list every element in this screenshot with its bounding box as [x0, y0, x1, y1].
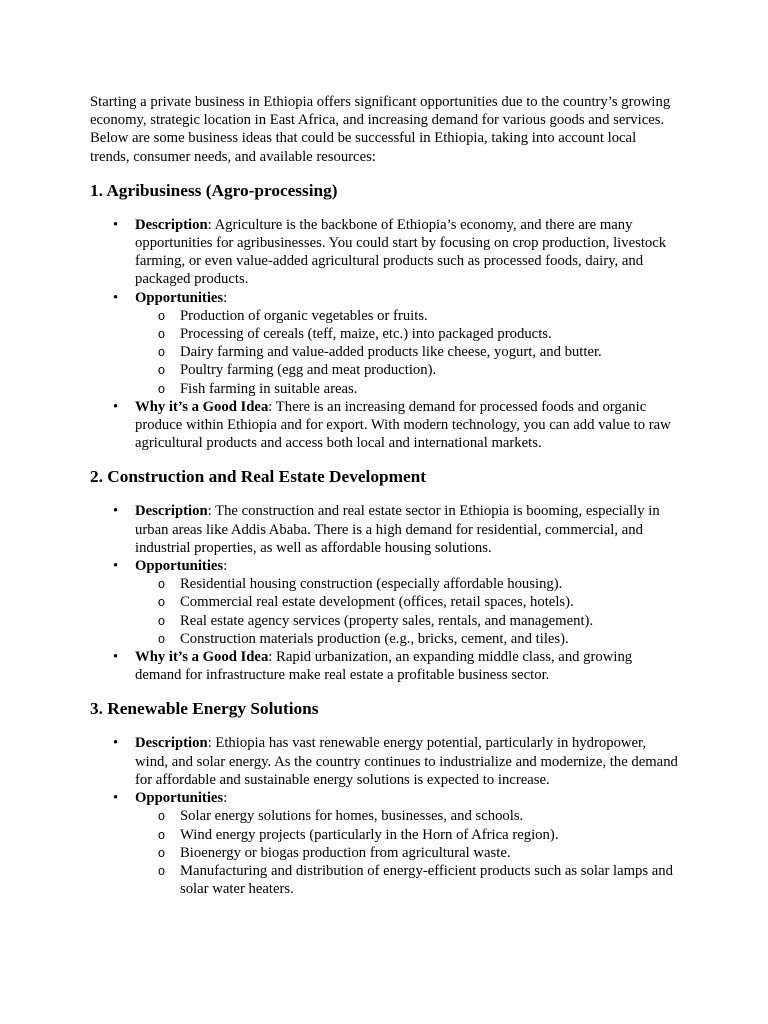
- list-item: o Solar energy solutions for homes, businesses, and schools.: [158, 808, 524, 825]
- description-item: [90, 216, 678, 289]
- description-label: Description: [135, 735, 208, 752]
- description-text: : The construction and real estate sector in Ethiopia is booming, especially in urban areas like Addis Ababa. There is a high demand for residential, commercial, and industrial properties, as well as affordable housing solutions.: [135, 503, 660, 556]
- opportunities-label: Opportunities: [135, 289, 224, 306]
- bullet-icon: •: [113, 503, 119, 520]
- list-item: o Dairy farming and value-added products like cheese, yogurt, and butter.: [158, 344, 602, 361]
- list-item: o Commercial real estate development (offices, retail spaces, hotels).: [158, 594, 574, 611]
- why-label: Why it’s a Good Idea: [135, 649, 269, 666]
- list-item: o Fish farming in suitable areas.: [158, 380, 358, 397]
- opportunities-label: Opportunities: [135, 790, 224, 807]
- why-text: : Rapid urbanization, an expanding middle class, and growing demand for infrastructure make real estate a profitable business sector.: [135, 649, 633, 684]
- circle-bullet-icon: o: [158, 381, 165, 396]
- opportunities-list: [135, 575, 678, 648]
- description-item: [90, 502, 678, 557]
- list-item: o Construction materials production (e.g., bricks, cement, and tiles).: [158, 630, 569, 647]
- circle-bullet-icon: o: [158, 863, 165, 878]
- section-list-construction: [90, 502, 678, 684]
- list-item: o Real estate agency services (property sales, rentals, and management).: [158, 612, 594, 629]
- section-heading-agribusiness: 1. Agribusiness (Agro-processing): [90, 180, 338, 200]
- circle-bullet-icon: o: [158, 827, 165, 842]
- opportunities-list: [135, 307, 678, 398]
- circle-bullet-icon: o: [158, 327, 165, 342]
- bullet-icon: •: [113, 790, 119, 807]
- section-list-agribusiness: [90, 216, 678, 453]
- list-item: o Wind energy projects (particularly in the Horn of Africa region).: [158, 826, 559, 843]
- opportunities-item: • Opportunities: o Solar energy solutions for homes, businesses, and schools. o Wind energy projects (particularly in the Horn of Africa region). o Bioenergy or biogas production from agricultural waste. o Manufacturing and distribution of energy-efficient products such as solar lamps and solar water heaters.: [90, 789, 678, 898]
- description-label: Description: [135, 216, 208, 233]
- bullet-icon: •: [113, 289, 119, 306]
- section-heading-renewable-energy: 3. Renewable Energy Solutions: [90, 699, 319, 719]
- circle-bullet-icon: o: [158, 308, 165, 323]
- description-item: [90, 734, 678, 789]
- document-page: [90, 93, 678, 912]
- opportunities-item: • Opportunities: o Residential housing construction (especially affordable housing). o Commercial real estate development (offices, retail spaces, hotels). o Real estate agency services (property sales, rentals, and management). o Construction materials production (e.g., bricks, cement, and tiles).: [90, 557, 678, 648]
- description-label: Description: [135, 503, 208, 520]
- bullet-icon: •: [113, 649, 119, 666]
- bullet-icon: •: [113, 558, 119, 575]
- circle-bullet-icon: o: [158, 845, 165, 860]
- list-item: o Bioenergy or biogas production from agricultural waste.: [158, 844, 511, 861]
- circle-bullet-icon: o: [158, 363, 165, 378]
- circle-bullet-icon: o: [158, 577, 165, 592]
- opportunities-list: [135, 807, 678, 898]
- list-item: o Poultry farming (egg and meat production).: [158, 362, 437, 379]
- bullet-icon: •: [113, 735, 119, 752]
- section-list-renewable-energy: [90, 734, 678, 898]
- opportunities-item: • Opportunities: o Production of organic vegetables or fruits. o Processing of cereals (teff, maize, etc.) into packaged products. o Dairy farming and value-added products like cheese, yogurt, and butter. o Poultry farming (egg and meat production). o Fish farming in suitable areas.: [90, 289, 678, 398]
- why-label: Why it’s a Good Idea: [135, 398, 269, 415]
- description-text: : Ethiopia has vast renewable energy potential, particularly in hydropower, wind, and solar energy. As the country continues to industrialize and modernize, the demand for affordable and sustainable energy solutions is expected to increase.: [135, 735, 678, 788]
- list-item: o Manufacturing and distribution of energy-efficient products such as solar lamps and solar water heaters.: [158, 862, 673, 898]
- why-text: : There is an increasing demand for processed foods and organic produce within Ethiopia and for export. With modern technology, you can add value to raw agricultural products and access both local and international markets.: [135, 398, 671, 452]
- bullet-icon: •: [113, 216, 119, 233]
- circle-bullet-icon: o: [158, 613, 165, 628]
- section-heading-construction: 2. Construction and Real Estate Development: [90, 467, 427, 487]
- why-item: [90, 398, 678, 453]
- list-item: o Processing of cereals (teff, maize, etc.) into packaged products.: [158, 326, 552, 343]
- list-item: o Production of organic vegetables or fruits.: [158, 307, 428, 324]
- circle-bullet-icon: o: [158, 345, 165, 360]
- circle-bullet-icon: o: [158, 809, 165, 824]
- circle-bullet-icon: o: [158, 631, 165, 646]
- intro-paragraph: Starting a private business in Ethiopia offers significant opportunities due to the country’s growing economy, strategic location in East Africa, and increasing demand for various goods and services. Below are some business ideas that could be successful in Ethiopia, taking into account local trends, consumer needs, and available resources:: [90, 94, 671, 165]
- opportunities-label: Opportunities: [135, 558, 224, 575]
- why-item: [90, 648, 678, 684]
- list-item: o Residential housing construction (especially affordable housing).: [158, 576, 563, 593]
- description-text: : Agriculture is the backbone of Ethiopia’s economy, and there are many opportunities for agribusinesses. You could start by focusing on crop production, livestock farming, or even value-added agricultural products such as processed foods, dairy, and packaged products.: [135, 216, 667, 288]
- circle-bullet-icon: o: [158, 595, 165, 610]
- bullet-icon: •: [113, 398, 119, 415]
